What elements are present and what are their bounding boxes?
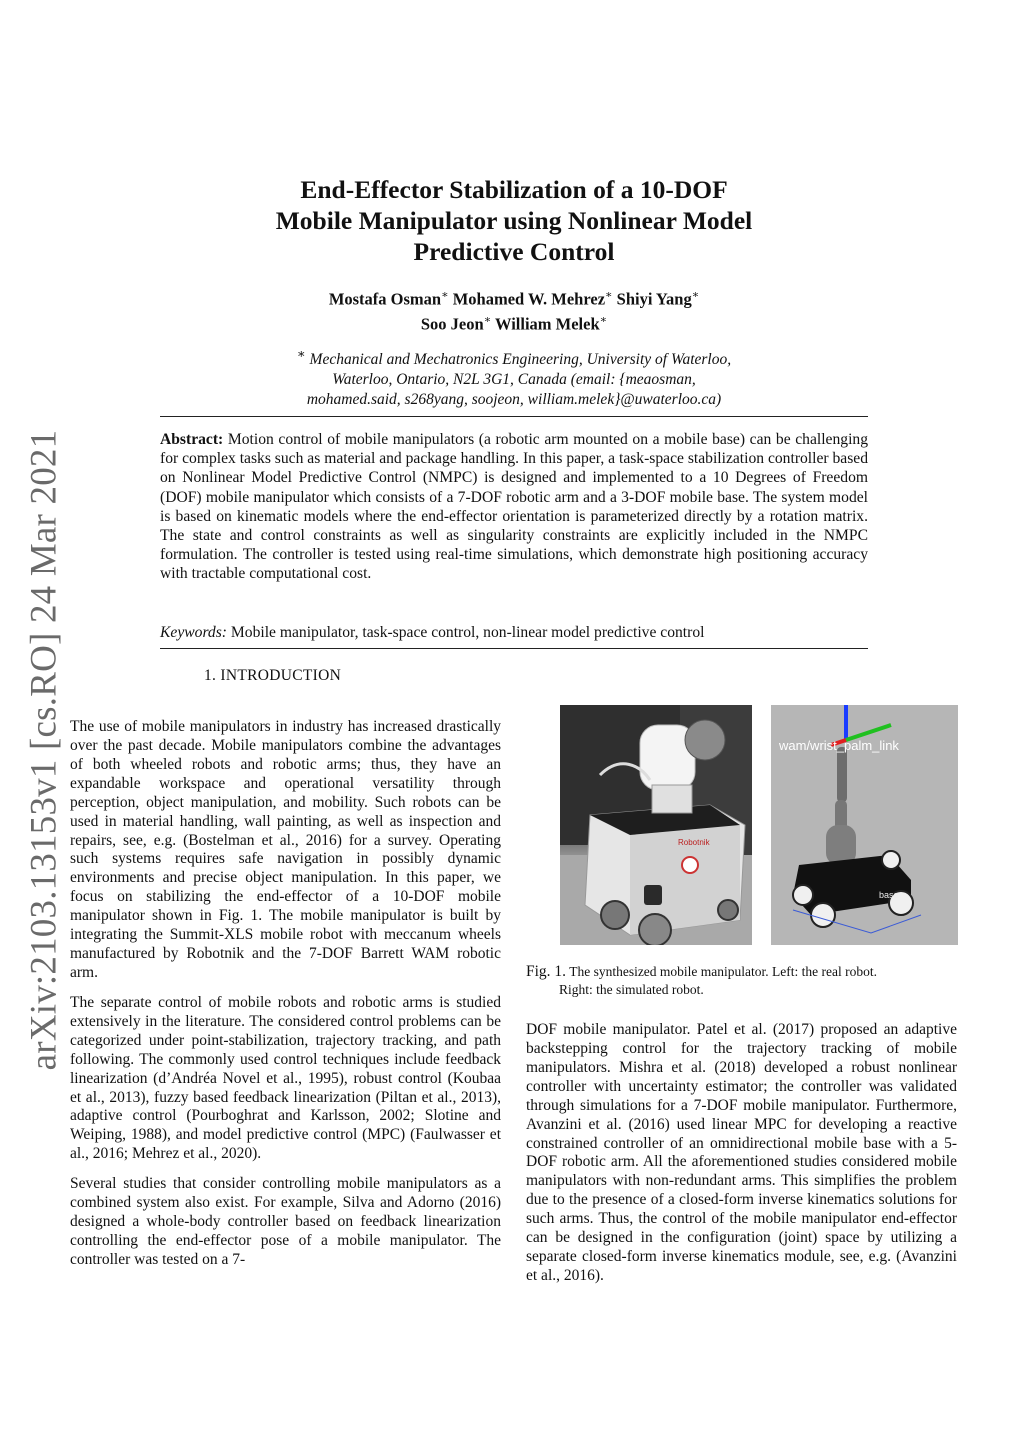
caption-label: Fig. 1. xyxy=(526,963,567,980)
abstract-top-rule xyxy=(160,416,868,417)
keywords xyxy=(160,623,868,642)
author-name: Shiyi Yang xyxy=(616,289,692,309)
caption-line xyxy=(526,963,958,981)
title-line: Mobile Manipulator using Nonlinear Model xyxy=(275,206,753,235)
base-label: base xyxy=(879,890,899,900)
abstract xyxy=(160,430,868,584)
left-column xyxy=(70,718,501,1281)
affiliation-line: Waterloo, Ontario, N2L 3G1, Canada (email: {meaosman, xyxy=(332,371,696,389)
title-line: Predictive Control xyxy=(413,237,615,266)
keywords-text: Mobile manipulator, task-space control, non-linear model predictive control xyxy=(230,624,705,641)
author-line xyxy=(160,310,868,335)
author-line xyxy=(160,285,868,310)
author-name: Soo Jeon xyxy=(420,314,484,333)
affiliation-line xyxy=(160,344,868,370)
author-mark: ∗ xyxy=(691,289,700,301)
affiliation xyxy=(160,344,868,410)
abstract-text: Motion control of mobile manipulators (a robotic arm mounted on a mobile base) can be challenging for complex tasks such as material and package handling. In this paper, a task-space stabilization controller based on Nonlinear Model Predictive Control (NMPC) is designed and implemented to a 10 Degrees of Freedom (DOF) mobile manipulator which consists of a 7-DOF robotic arm and a 3-DOF mobile base. The system model is based on kinematic models where the end-effector orientation is parameterized directly by a rotation matrix. The state and control constraints as well as singularity constraints are explicitly included in the NMPC formulation. The controller is tested using real-time simulations, which demonstrate high positioning accuracy with tractable computational cost. xyxy=(160,431,868,583)
author-name: Mostafa Osman xyxy=(328,289,442,309)
real-robot-photo xyxy=(560,705,752,945)
author-mark: ∗ xyxy=(441,289,449,301)
paragraph: The use of mobile manipulators in industry has increased drastically over the past decade. Mobile manipulators combine the advantages of both wheeled robots and robotic arms; thus, they have an expandable workspace and operational versatility through perception, object manipulation, and mobility. Such robots can be used in material handling, wall painting, as well as inspection and repairs, see, e.g. (Bostelman et al., 2016) for a survey. Operating such systems requires safe navigation in possibly dynamic environments and precise object manipulation. In this paper, we focus on stabilizing the end-effector of a 10-DOF mobile manipulator shown in Fig. 1. The mobile manipulator is built by integrating the Summit-XLS mobile robot with meccanum wheels manufactured by Robotnik and the 7-DOF Barrett WAM robotic arm. xyxy=(70,718,501,981)
affiliation-line: mohamed.said, s268yang, soojeon, william.melek}@uwaterloo.ca) xyxy=(306,391,722,409)
real-robot-illustration xyxy=(560,705,752,945)
author-mark: ∗ xyxy=(605,289,613,301)
paper-title xyxy=(160,174,868,267)
paragraph: DOF mobile manipulator. Patel et al. (2017) proposed an adaptive backstepping control for the trajectory tracking of mobile manipulators. Mishra et al. (2018) developed a robust nonlinear controller with uncertainty estimator; the controller was validated through simulations for a 7-DOF mobile manipulator. Furthermore, Avanzini et al. (2016) used linear MPC for developing a reactive constrained controller of an omnidirectional mobile base with a 5-DOF robotic arm. All the aforementioned studies considered mobile manipulators with non-redundant arms. This simplifies the problem due to the presence of a closed-form inverse kinematics solutions for such arms. Thus, the control of the mobile manipulator end-effector can be designed in the configuration (joint) space by utilizing a separate closed-form inverse kinematics module, see, e.g. (Avanzini et al., 2016). xyxy=(526,1021,957,1284)
paragraph: Several studies that consider controlling mobile manipulators as a combined system also exist. For example, Silva and Adorno (2016) designed a whole-body controller based on feedback linearization controlling the end-effector pose of a mobile manipulator. The controller was tested on a 7- xyxy=(70,1175,501,1268)
author-name: Mohamed W. Mehrez xyxy=(452,289,606,309)
paragraph: The separate control of mobile robots and robotic arms is studied extensively in the literature. The considered control problems can be categorized under point-stabilization, trajectory tracking, and path following. The commonly used control techniques include feedback linearization (d’Andréa Novel et al., 1995), robust control (Koubaa et al., 2013), fuzzy based feedback linearization (Piltan et al., 2013), adaptive control (Pourboghrat and Karlsson, 2002; Slotine and Weiping, 1988), and model predictive control (MPC) (Faulwasser et al., 2016; Mehrez et al., 2020). xyxy=(70,993,501,1163)
arxiv-id: arXiv:2103.13153v1 [cs.RO] 24 Mar 2021 xyxy=(23,429,65,1071)
abstract-label: Abstract: xyxy=(160,431,224,448)
author-mark: ∗ xyxy=(599,313,608,326)
affiliation-text: Mechanical and Mechatronics Engineering, University of Waterloo, xyxy=(309,351,732,369)
author-name: William Melek xyxy=(495,314,600,333)
sim-frame-label: wam/wrist_palm_link xyxy=(779,738,899,753)
right-column xyxy=(526,1021,957,1297)
author-mark: ∗ xyxy=(483,313,492,326)
keywords-label: Keywords: xyxy=(160,624,227,641)
robot-logo: Robotnik xyxy=(678,838,710,847)
simulated-robot-view xyxy=(771,705,958,945)
title-line: End-Effector Stabilization of a 10-DOF xyxy=(300,175,728,204)
figure-caption xyxy=(526,963,958,999)
arxiv-stamp xyxy=(14,400,74,1100)
affiliation-mark: ∗ xyxy=(296,346,306,361)
section-heading: 1. INTRODUCTION xyxy=(204,667,342,684)
abstract-bottom-rule xyxy=(160,648,868,649)
caption-text: The synthesized mobile manipulator. Left: the real robot. xyxy=(569,964,877,979)
caption-line: Right: the simulated robot. xyxy=(559,982,704,997)
author-list xyxy=(160,285,868,334)
